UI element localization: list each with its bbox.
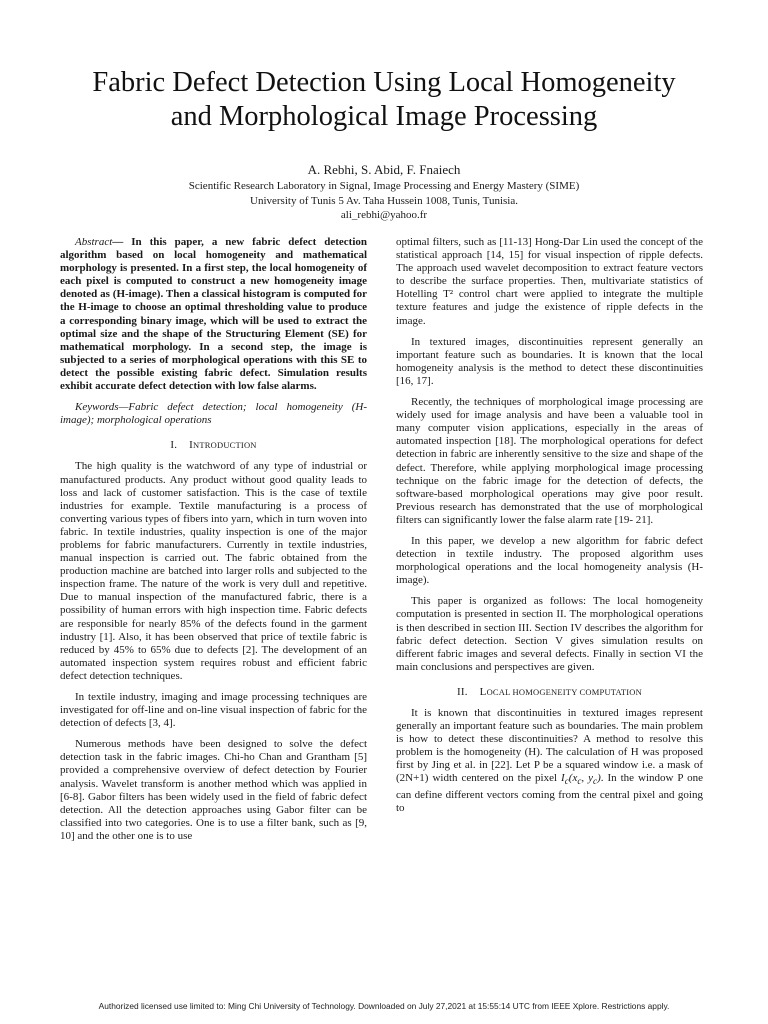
- section-heading-introduction: I. INTRODUCTION: [170, 439, 257, 452]
- paper-title: [40, 66, 728, 134]
- title-line-1: Fabric Defect Detection Using Local Homogeneity: [92, 67, 676, 98]
- intro-paragraph-3: Numerous methods have been designed to solve the defect detection task in the fabric images. Chi-ho Chan and Grantham [5] provided a comprehensive overview of defect detection by Fourier analysis. Wavelet transform is another method which was applied in [6-8]. Gabor filters has been widely used in the field of fabric defect detection. All the detection approaches using Gabor filter can be classified into two categories. One is to use a filter bank, such as [9, 10] and the other one is to use: [60, 738, 367, 842]
- intro-paragraph-7: In this paper, we develop a new algorithm for fabric defect detection in textile industry. The proposed algorithm uses morphological operations and the local homogeneity analysis (H-image).: [396, 534, 703, 587]
- abstract-text: In this paper, a new fabric defect detection algorithm based on local homogeneity and mathematical morphology is presented. In a first step, the local homogeneity of each pixel is computed to construct a new homogeneity image denoted as (H-image). Then a classical histogram is computed for the H-image to choose an optimal thresholding value to produce a corresponding binary image, which will be used to extract the optimal size and the shape of the Structuring Element (SE) for mathematical morphology. In a second step, the image is subjected to a series of morphological operations with this SE to detect the possible existing fabric defect. Simulation results exhibit accurate defect detection with low false alarms.: [60, 236, 367, 393]
- pixel-math-expression: $I_c(x_c$, $y_c$): [561, 772, 601, 787]
- section-heading-local-homogeneity: II. LOCAL HOMOGENEITY COMPUTATION: [456, 685, 642, 698]
- license-footer: Authorized licensed use limited to: Ming Chi University of Technology. Downloaded on July 27,2021 at 15:55:14 UTC from IEEE Xplore. Restrictions apply.: [98, 1001, 670, 1011]
- intro-paragraph-6: Recently, the techniques of morphological image processing are widely used for image analysis and have been a valuable tool in many computer vision applications, especially in the areas of automated inspection [18]. The morphological operations for defect detection in fabric are inherently sensitive to the size and shape of the defect. Therefore, while applying morphological image processing technique on the fabric image for the detection of defects, the software-based morphological operations may give poor result. Previous research has demonstrated that the use of morphological filters can significantly lower the false alarm rate [19- 21].: [396, 396, 703, 526]
- abstract-dash: —: [112, 236, 132, 248]
- intro-paragraph-8: This paper is organized as follows: The local homogeneity computation is presented in section II. The morphological operations is then described in section III. Section IV describes the algorithm for fabric defect detection. Section V gives simulation results on different fabric images and several defects. Finally in section VI the main conclusions and perspectives are given.: [396, 595, 703, 673]
- intro-paragraph-1: The high quality is the watchword of any type of industrial or manufactured products. Any product without good quality leads to loss and lack of customer satisfaction. This is the case of textile industries for example. Textile manufacturing is a process of converting various types of fibers into yarn, which in turn woven into fabric. In textile industries, quality inspection is one of the major problems for fabric manufacturers. Currently in textile industries, manual inspection is carried out. The fabric obtained from the production machine are batched into larger rolls and subjected to the inspection frame. The nature of the work is very dull and repetitive. Due to manual inspection of the manufactured fabric, there is a possibility of human errors with high inspection time. Fabric defects are responsible for nearly 85% of the defects found in the garment industry [1]. Also, it has been observed that price of textile fabric is reduced by 45% to 65% due to defects [2]. The development of an automated inspection system requires robust and efficient fabric defect detection techniques.: [60, 460, 367, 682]
- homogeneity-paragraph-1: It is known that discontinuities in textured images represent generally an important feature such as boundaries. The main problem is how to detect these discontinuities? A method to resolve this problem is the homogeneity (H). The calculation of H was proposed first by Jing et al. in [22]. Let P be a squared window i.e. a mask of (2N+1) width centered on the pixel $I_c(x_c$, $y_c$). In the window P one can define different vectors coming from the central pixel and going to: [396, 707, 703, 814]
- affiliation-block: [40, 179, 728, 223]
- affiliation-line-1: Scientific Research Laboratory in Signal, Image Processing and Energy Mastery (SIME): [188, 180, 580, 192]
- author-email: ali_rebhi@yahoo.fr: [340, 209, 428, 221]
- keywords: Keywords—Fabric defect detection; local homogeneity (H-image); morphological operations: [60, 401, 367, 427]
- intro-paragraph-2: In textile industry, imaging and image processing techniques are investigated for off-line and on-line visual inspection of fabric for the detection of defects [3, 4].: [60, 691, 367, 730]
- abstract: [60, 236, 367, 393]
- right-column: [396, 236, 703, 823]
- intro-paragraph-4: optimal filters, such as [11-13] Hong-Dar Lin used the concept of the statistical approach [14, 15] for visual inspection of ripple defects. The approach used wavelet decomposition to extract feature vectors to describe the surface properties. Then, multivariate statistics of Hotelling T² control chart were applied to integrate the multiple texture features and judge the existence of ripple defects in the image.: [396, 236, 703, 327]
- author-list: A. Rebhi, S. Abid, F. Fnaiech: [307, 162, 461, 177]
- intro-paragraph-5: In textured images, discontinuities represent generally an important feature such as boundaries. It is known that the local homogeneity analysis is the method to detect these discontinuities [16, 17].: [396, 335, 703, 387]
- left-column: [60, 236, 367, 851]
- affiliation-line-2: University of Tunis 5 Av. Taha Hussein 1008, Tunis, Tunisia.: [250, 194, 518, 207]
- title-line-2: and Morphological Image Processing: [170, 101, 598, 132]
- abstract-lead: Abstract: [75, 236, 113, 248]
